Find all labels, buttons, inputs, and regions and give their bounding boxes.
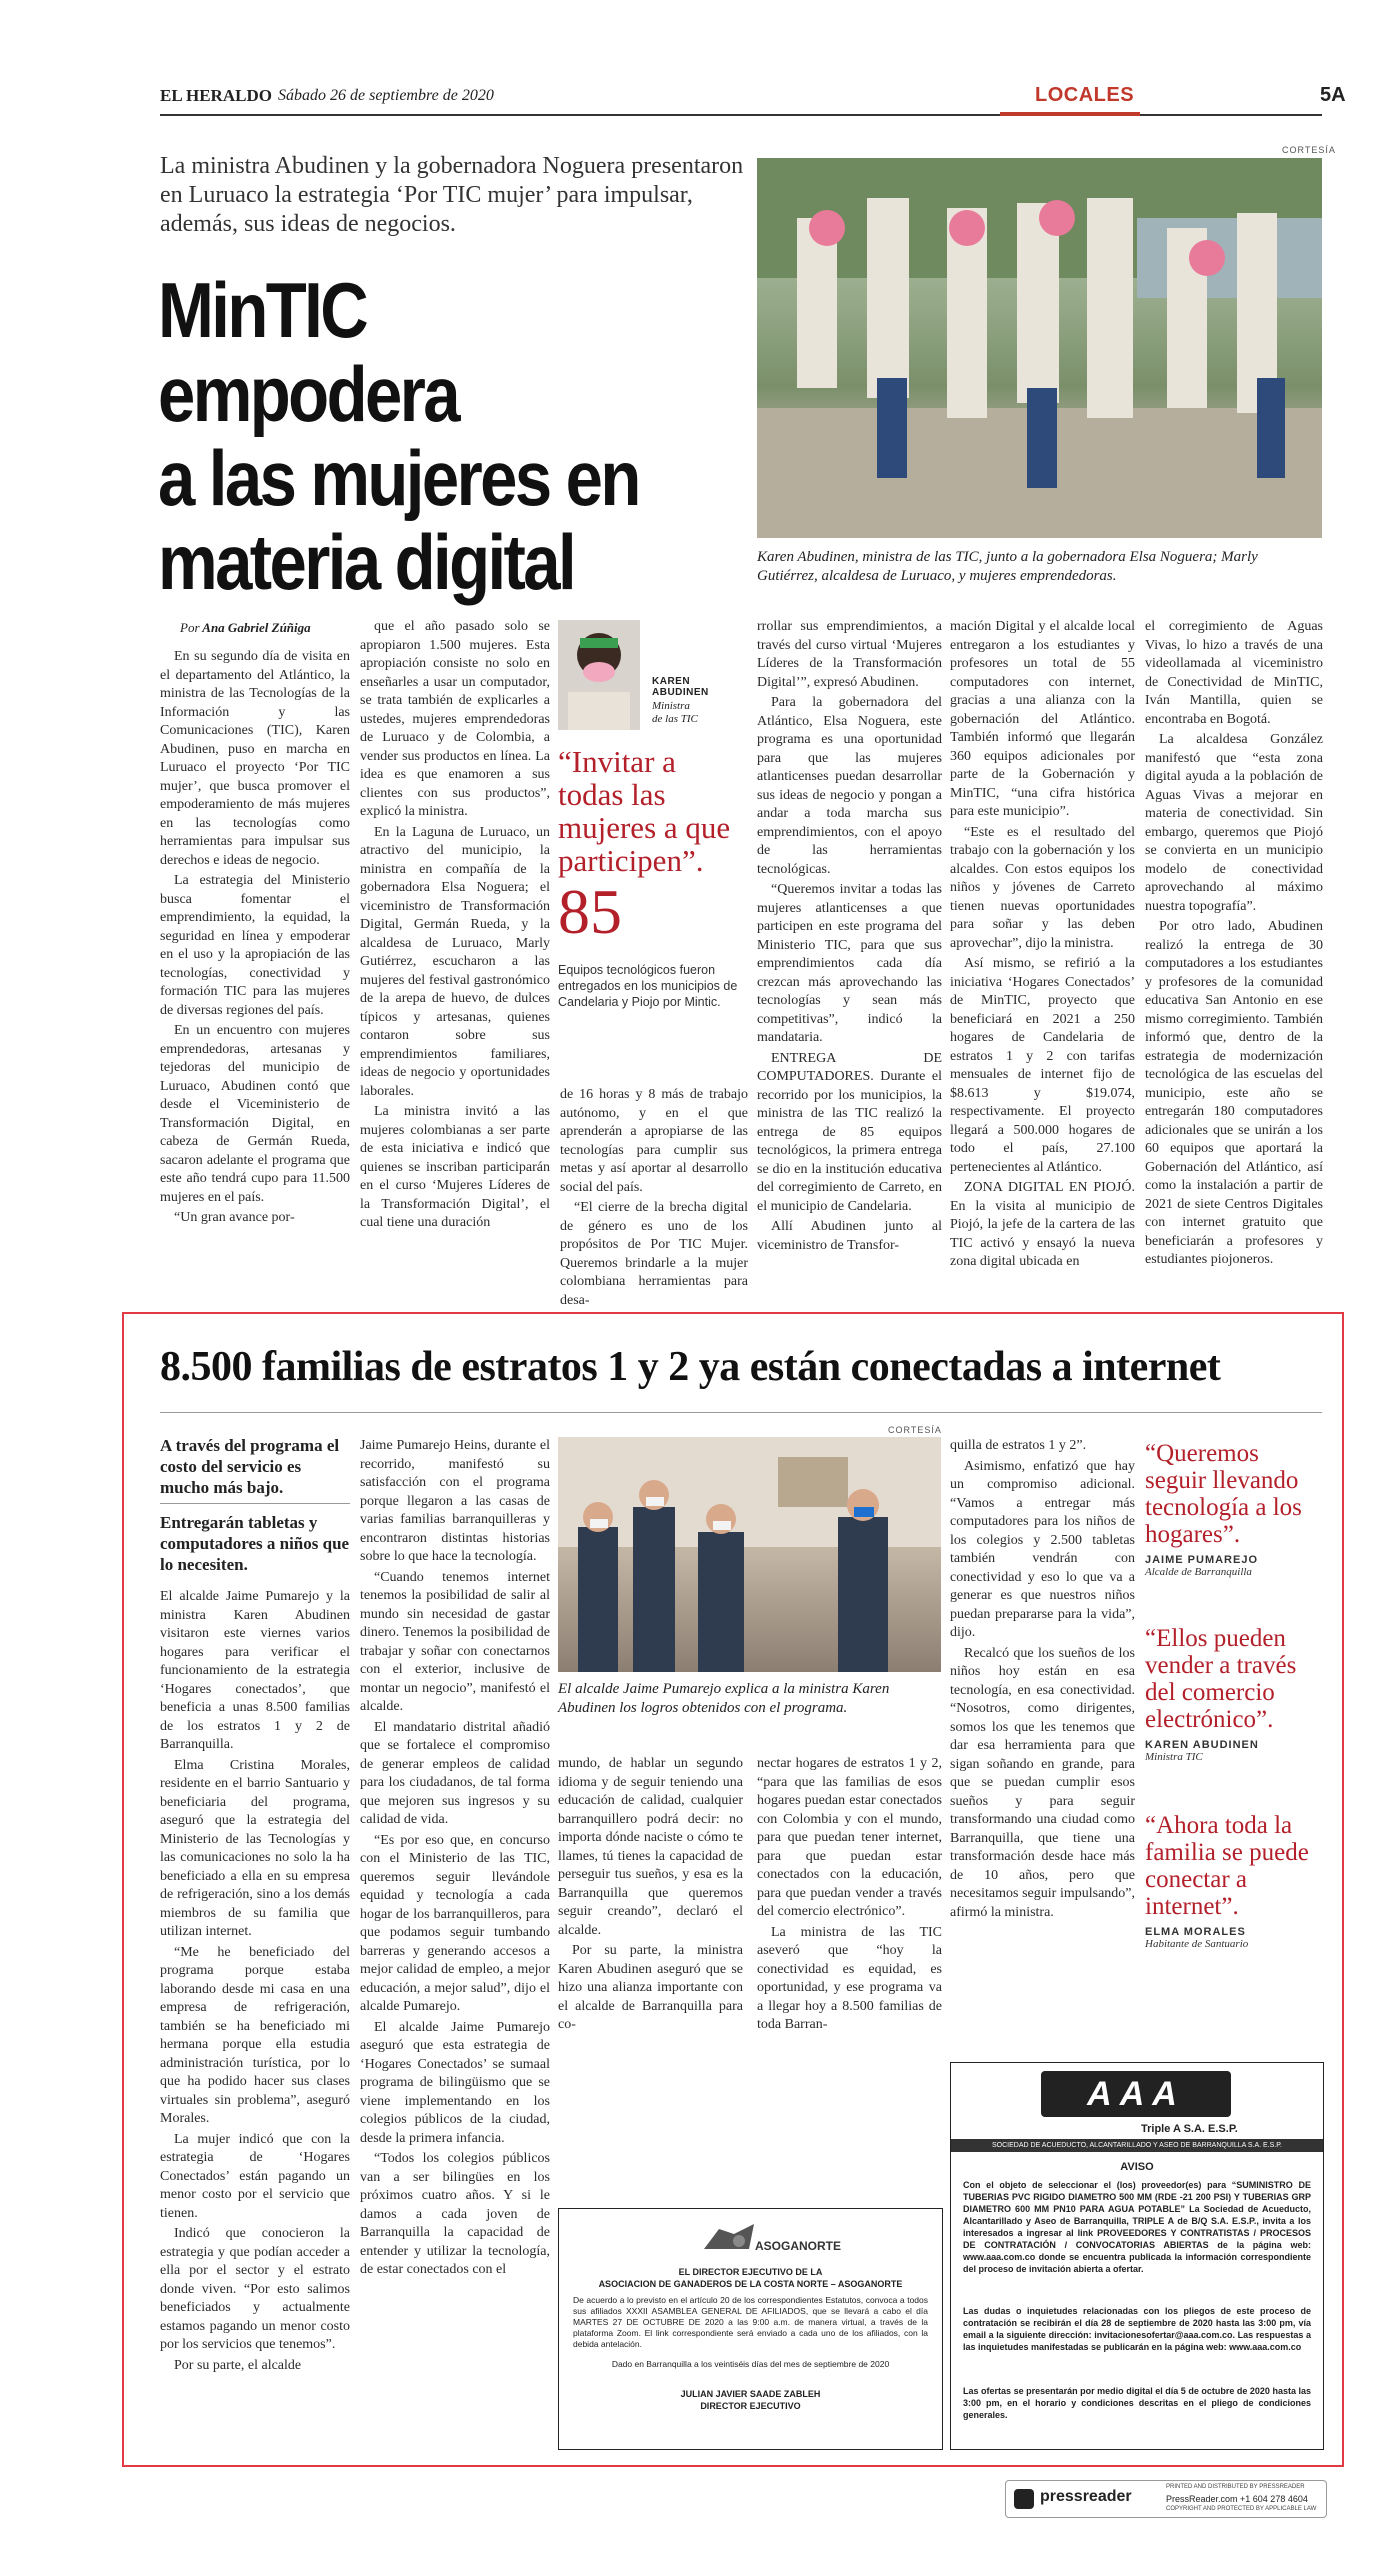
story1-photo-caption: Karen Abudinen, ministra de las TIC, junto a la gobernadora Elsa Noguera; Marly Gutiérrez, alcaldesa de Luruaco, y mujeres emprendedoras. bbox=[757, 549, 1258, 584]
paragraph: La ministra invitó a las mujeres colombianas a ser parte de esta iniciativa e indicó que quienes se inscriban participarán en el curso ‘Mujeres Líderes de la Transformación Digital’, el cual tiene una duración bbox=[360, 1104, 550, 1230]
ad-title-line: ASOCIACION DE GANADEROS DE LA COSTA NORTE – ASOGANORTE bbox=[598, 2279, 903, 2289]
story1-pullquote: “Invitar a todas las mujeres a que participen”. bbox=[558, 744, 731, 878]
paragraph: El mandatario distrital añadió que se fortalece el compromiso de generar empleos de calidad para los ciudadanos, de tal forma que mejoren sus ingresos y su calidad de vida. bbox=[360, 1719, 550, 1827]
paragraph: Así mismo, se refirió a la iniciativa ‘Hogares Conectados’ de MinTIC, proyecto que beneficiará en 2021 a 250 hogares de Candelaria de estratos 1 y 2 con tarifas mensuales de internet fijo de $8.613 y $19.074, respectivamente. El proyecto llegará a 500.000 hogares de todo el país, 27.100 pertenecientes al Atlántico. bbox=[950, 956, 1135, 1175]
triplea-paragraph: Las ofertas se presentarán por medio digital el día 5 de octubre de 2020 hasta las 3:00 pm, en el horario y condiciones descritas en el pliego de condiciones generales. bbox=[963, 2386, 1311, 2420]
quote-author: JAIME PUMAREJO bbox=[1145, 1554, 1259, 1566]
paragraph: “Todos los colegios públicos van a ser bilingües en los próximos cuatro años. Y si le damos a cada joven de Barranquilla la capacidad de entender y utilizar la tecnología, de estar conectados con el bbox=[360, 2151, 550, 2277]
mini-profile-role bbox=[652, 700, 698, 726]
deck-divider bbox=[160, 1503, 350, 1504]
story2-rule bbox=[160, 1412, 1322, 1413]
pressreader-logo-icon bbox=[1014, 2489, 1034, 2509]
section-label: LOCALES bbox=[1035, 84, 1135, 106]
mini-profile-name: KAREN ABUDINEN bbox=[652, 676, 709, 698]
story2-photo bbox=[558, 1437, 941, 1672]
stat-number: 85 bbox=[558, 876, 622, 947]
paragraph: el corregimiento de Aguas Vivas, lo hizo a través de una videollamada al viceministro de Conectividad de MinTIC, Iván Mantilla, quien se encontraba en Bogotá. bbox=[1145, 619, 1323, 727]
paragraph: “Este es el resultado del trabajo con la gobernación y los alcaldes. Con estos equipos los niños y jóvenes de Carreto tienen nuevas oportunidades para soñar y las deben aprovechar”, dijo la ministra. bbox=[950, 824, 1135, 951]
paragraph: mundo, de hablar un segundo idioma y de seguir teniendo una educación de calidad, cualquier barranquillero podrá decir: no importa dónde naciste o cómo te llames, tú tienes la capacidad de perseguir tus sueños, y esa es la Barranquilla que queremos seguir creando”, declaró el alcalde. bbox=[558, 1756, 743, 1938]
story2-column-1 bbox=[160, 1588, 350, 2377]
story1-deck: La ministra Abudinen y la gobernadora Noguera presentaron en Luruaco la estrategia ‘Por TIC mujer’ para impulsar, además, sus ideas de negocios. bbox=[160, 153, 744, 237]
byline bbox=[180, 620, 311, 636]
footer-line: COPYRIGHT AND PROTECTED BY APPLICABLE LAW bbox=[1166, 2506, 1317, 2512]
story2-deck-1: A través del programa el costo del servicio es mucho más bajo. bbox=[160, 1436, 340, 1497]
quote-author: ELMA MORALES bbox=[1145, 1926, 1246, 1938]
paragraph: En su segundo día de visita en el departamento del Atlántico, la ministra de las Tecnologías de la Información y las Comunicaciones (TIC), Karen Abudinen, puso en marcha en Luruaco el proyecto ‘Por TIC mujer’, que busca promover el empoderamiento de más mujeres en las tecnologías como herramientas para impulsar sus derechos e ideas de negocio. bbox=[160, 649, 350, 868]
quote-author: KAREN ABUDINEN bbox=[1145, 1739, 1259, 1751]
paragraph: El alcalde Jaime Pumarejo y la ministra Karen Abudinen visitaron este viernes varios hogares para verificar el funcionamiento de la estrategia ‘Hogares conectados’, que beneficia a unas 8.500 familias de los estratos 1 y 2 de Barranquilla. bbox=[160, 1589, 350, 1752]
quote-text: “Queremos seguir llevando tecnología a los hogares”. bbox=[1145, 1440, 1302, 1548]
story2-column-3 bbox=[558, 1755, 743, 2037]
headline-line: MinTIC empodera bbox=[158, 266, 458, 438]
paragraph: La estrategia del Ministerio busca fomentar el emprendimiento, la equidad, la seguridad en línea y empoderar en el uso y la apropiación de las tecnologías, conectividad y formación TIC para las mujeres de diversas regiones del país. bbox=[160, 873, 350, 1018]
paragraph: “El cierre de la brecha digital de género es uno de los propósitos de Por TIC Mujer. Queremos brindarle a la mujer colombiana herramientas para desa- bbox=[560, 1200, 748, 1308]
footer-line: PressReader.com +1 604 278 4604 bbox=[1166, 2494, 1308, 2504]
ad-body: De acuerdo a lo previsto en el artículo 20 de los correspondientes Estatutos, convoca a todos sus afiliados XXXII ASAMBLEA GENERAL DE AFILIADOS, que se llevará a cabo el día MARTES 27 DE OCTUBRE DE 2020 a las 9:00 a.m. de manera virtual, a través de la plataforma Zoom. El link correspondiente será enviado a cada uno de los afiliados, con la debida antelación. bbox=[573, 2295, 928, 2349]
pressreader-footer bbox=[1005, 2480, 1327, 2518]
paragraph: “Es por eso que, en concurso con el Ministerio de las TIC, queremos seguir llevándole equidad y tecnología a cada hogar de los barranquilleros, para que podamos seguir tumbando barreras y generando accesos a mejor calidad de empleo, a mejor educación, a mejor salud”, dijo el alcalde Pumarejo. bbox=[360, 1832, 550, 2014]
quote-author-role: Alcalde de Barranquilla bbox=[1145, 1566, 1252, 1578]
headline-line: a las mujeres en bbox=[158, 434, 639, 522]
cattle-map-icon bbox=[699, 2219, 759, 2259]
pressreader-brand: pressreader bbox=[1040, 2488, 1132, 2505]
paragraph: “Un gran avance por- bbox=[174, 1210, 295, 1225]
story1-column-6 bbox=[1145, 618, 1323, 1272]
quote-block-2 bbox=[1145, 1625, 1323, 1763]
ad-date-line: Dado en Barranquilla a los veintiséis días del mes de septiembre de 2020 bbox=[611, 2359, 890, 2369]
byline-prefix: Por bbox=[180, 620, 200, 635]
paragraph: Por su parte, la ministra Karen Abudinen aseguró que se hizo una alianza importante con el alcalde de Barranquilla para co- bbox=[558, 1943, 743, 2032]
story2-column-4 bbox=[757, 1755, 942, 2037]
triplea-logo-text: AAA bbox=[1087, 2075, 1185, 2113]
story2-photo-caption: El alcalde Jaime Pumarejo explica a la ministra Karen Abudinen los logros obtenidos con el programa. bbox=[558, 1681, 890, 1716]
paragraph: nectar hogares de estratos 1 y 2, “para que las familias de esos hogares puedan estar conectados con Colombia y con el mundo, para que puedan tener internet, para que puedan estar conectados con la educación, para que puedan vender a través del comercio electrónico”. bbox=[757, 1756, 942, 1919]
quote-text: “Ahora toda la familia se puede conectar a internet”. bbox=[1145, 1812, 1309, 1920]
stat-text: Equipos tecnológicos fueron entregados en los municipios de Candelaria y Piojo por Mintic. bbox=[558, 963, 738, 1009]
triplea-paragraph: Las dudas o inquietudes relacionadas con los pliegos de este proceso de contratación se recibirán el día 28 de septiembre de 2020 hasta las 3:00 pm, vía email a la siguiente dirección: invitacionesofertar@aaa.com.co. Las respuestas a las inquietudes manifestadas se publicarán en la página web: www.aaa.com.co bbox=[963, 2306, 1311, 2352]
quote-author-role: Habitante de Santuario bbox=[1145, 1938, 1249, 1950]
asoganorte-ad bbox=[558, 2208, 943, 2450]
paragraph: La mujer indicó que con la estrategia de ‘Hogares Conectados’ están pagando un menor costo por el servicio que tienen. bbox=[160, 2131, 350, 2221]
triplea-company-full: SOCIEDAD DE ACUEDUCTO, ALCANTARILLADO Y ASEO DE BARRANQUILLA S.A. E.S.P. bbox=[951, 2139, 1323, 2152]
paragraph: ZONA DIGITAL EN PIOJÓ. En la visita al municipio de Piojó, la jefe de la cartera de las TIC activó y ensayó la nueva zona digital ubicada en bbox=[950, 1180, 1135, 1269]
paragraph: La ministra de las TIC aseveró que “hoy la conectividad es equidad, es oportunidad, y ese programa va a llegar hoy a 8.500 familias de toda Barran- bbox=[757, 1924, 942, 2032]
story1-column-1 bbox=[160, 648, 350, 1230]
quote-block-3 bbox=[1145, 1812, 1323, 1950]
story1-column-3 bbox=[560, 1086, 748, 1312]
story2-column-5 bbox=[950, 1437, 1135, 1924]
paragraph: quilla de estratos 1 y 2”. bbox=[950, 1438, 1087, 1453]
ad-title-line: EL DIRECTOR EJECUTIVO DE LA bbox=[678, 2267, 823, 2277]
paragraph: “Me he beneficiado del programa porque estaba laborando desde mi casa en una empresa de refrigeración, también se ha beneficiado mi hermana porque ella estudia administración turística, por lo que ha podido hacer sus clases virtuales sin problema”, aseguró Morales. bbox=[160, 1944, 350, 2126]
paragraph: “Cuando tenemos internet tenemos la posibilidad de salir al mundo sin necesidad de gastar dinero. Tenemos la posibilidad de trabajar y soñar con conectarnos con el exterior, inclusive de montar un negocio”, manifestó el alcalde. bbox=[360, 1569, 550, 1714]
paragraph: Por su parte, el alcalde bbox=[174, 2357, 302, 2373]
paragraph: La alcaldesa González manifestó que “esta zona digital ayuda a la población de Aguas Vivas a mejorar en materia de conectividad. Sin embargo, queremos que Piojó se convierta en un municipio modelo de conectividad aprovechando al máximo nuestra topografía”. bbox=[1145, 732, 1323, 914]
paragraph: Jaime Pumarejo Heins, durante el recorrido, manifestó su satisfacción con el programa porque llegaron a las casas de varias familias barranquilleras y encontraron distintas historias sobre lo que hace la tecnología. bbox=[360, 1438, 550, 1564]
paragraph: Para la gobernadora del Atlántico, Elsa Noguera, este programa es una oportunidad para que las mujeres atlanticenses puedan desarrollar sus ideas de negocio y pongan a andar a toda marcha sus emprendimientos, con el apoyo de las herramientas tecnológicas. bbox=[757, 695, 942, 877]
triplea-logo bbox=[1041, 2071, 1231, 2117]
photo-credit: CORTESÍA bbox=[888, 1425, 942, 1435]
paragraph: En un encuentro con mujeres emprendedoras, artesanas y tejedoras del municipio de Luruaco, Abudinen contó que desde el Viceministerio de Transformación Digital, en cabeza de Germán Rueda, sacaron adelante el programa que este año tendrá cupo para 11.500 mujeres en el país. bbox=[160, 1023, 350, 1205]
page-number: 5A bbox=[1320, 84, 1346, 106]
paragraph: Allí Abudinen junto al viceministro de Transfor- bbox=[757, 1219, 942, 1253]
ad-signer-role: DIRECTOR EJECUTIVO bbox=[700, 2401, 801, 2411]
paragraph: Indicó que conocieron la estrategia y que podían acceder a ella por el sector y el estrato donde viven. “Por esto salimos beneficiados y actualmente estamos pagando un menor costo por los servicios que tenemos”. bbox=[160, 2226, 350, 2352]
headline-line: materia digital bbox=[158, 518, 575, 606]
paragraph: Elma Cristina Morales, residente en el barrio Santuario y beneficiaria del programa, aseguró que la estrategia del Ministerio de las Tecnologías y las comunicaciones no solo la ha beneficiado a ella en su empresa de refrigeración, sino a los demás miembros de su familia que utilizan internet. bbox=[160, 1757, 350, 1939]
group-photo-illustration bbox=[757, 158, 1322, 538]
story2-headline: 8.500 familias de estratos 1 y 2 ya están conectadas a internet bbox=[160, 1344, 1221, 1390]
triplea-company-short: Triple A S.A. E.S.P. bbox=[1141, 2123, 1238, 2135]
paragraph: de 16 horas y 8 más de trabajo autónomo, y en el que aprenderán a apropiarse de las tecnologías para cumplir sus metas y así aportar al desarrollo social del país. bbox=[560, 1087, 748, 1195]
header-rule bbox=[160, 114, 1322, 116]
role-line: Ministra bbox=[652, 700, 690, 712]
home-visit-illustration bbox=[558, 1437, 941, 1672]
quote-author-role: Ministra TIC bbox=[1145, 1751, 1203, 1763]
ad-signer: JULIAN JAVIER SAADE ZABLEH bbox=[680, 2389, 821, 2399]
minister-avatar bbox=[558, 620, 640, 730]
paragraph: “Queremos invitar a todas las mujeres atlanticenses a que participen en este programa del Ministerio TIC, para que sus emprendimientos cada día crezcan más aprovechando las tecnologías y sean más competitivas”, indicó la mandataria. bbox=[757, 882, 942, 1045]
paragraph: El alcalde Jaime Pumarejo aseguró que esta estrategia de ‘Hogares Conectados’ se sumaal programa de bilingüismo que se viene implementando en los colegios públicos de la ciudad, desde la primera infancia. bbox=[360, 2019, 550, 2146]
ad-logo-text: ASOGANORTE bbox=[755, 2239, 842, 2253]
paragraph: Por otro lado, Abudinen realizó la entrega de 30 computadores a los estudiantes y profesores de la comunidad educativa San Antonio en ese mismo corregimiento. También informó que, dentro de la estrategia de modernización tecnológica de las escuelas del municipio, este año se entregarán 180 computadores adicionales que se unirán a los 60 equipos que aportará la Gobernación del Atlántico, así como la instalación a partir de 2021 de siete Centros Digitales con internet gratuito que beneficiarán a profesores y estudiantes piojoneros. bbox=[1145, 919, 1323, 1267]
photo-credit: CORTESÍA bbox=[1282, 145, 1336, 155]
section-underline bbox=[1000, 112, 1140, 116]
page-header bbox=[160, 82, 1346, 112]
paragraph: mación Digital y el alcalde local entregaron a los estudiantes y profesores un total de 55 computadores con internet, gracias a una alianza con la gobernación del Atlántico. También informó que llegarán 360 equipos adicionales por parte de la Gobernación y MinTIC, “una cifra histórica para este municipio”. bbox=[950, 619, 1135, 819]
story2-deck-2: Entregarán tabletas y computadores a niños que lo necesiten. bbox=[160, 1513, 350, 1574]
issue-date: Sábado 26 de septiembre de 2020 bbox=[278, 87, 494, 104]
story1-column-2 bbox=[360, 618, 550, 1235]
newspaper-name: EL HERALDO bbox=[160, 86, 272, 105]
paragraph: rrollar sus emprendimientos, a través del curso virtual ‘Mujeres Líderes de la Transformación Digital’”, expresó Abudinen. bbox=[757, 619, 942, 690]
story1-column-4 bbox=[757, 618, 942, 1257]
paragraph: Recalcó que los sueños de los niños hoy están en esa tecnología, en esa conectividad. “Nosotros, como dirigentes, somos los que les tenemos que dar esa herramienta para que sigan soñando en grande, para que se puedan cumplir esos sueños y para seguir transformando una ciudad como Barranquilla, que tiene una transformación desde hace más de 10 años, pero que necesitamos seguir impulsando”, afirmó la ministra. bbox=[950, 1645, 1135, 1920]
paragraph: que el año pasado solo se apropiaron 1.500 mujeres. Esta apropiación consiste no solo en enseñarles a usar un computador, se trata también de explicarles a ustedes, mujeres emprendedoras de Luruaco y de Colombia, a vender sus productos en línea. La idea es que enamoren a sus clientes con sus productos”, explicó la ministra. bbox=[360, 619, 550, 819]
triplea-ad bbox=[950, 2062, 1324, 2450]
story1-column-5 bbox=[950, 618, 1135, 1274]
triplea-paragraph: Con el objeto de seleccionar el (los) proveedor(es) para “SUMINISTRO DE TUBERIAS PVC RIGIDO DIAMETRO 500 MM (RDE -21 200 PSI) Y TUBERIAS GRP DIAMETRO 600 MM PN10 PARA AGUA POTABLE” La Sociedad de Acueducto, Alcantarillado y Aseo de Barranquilla, TRIPLE A de B/Q S.A. E.S.P., invita a los interesados a ingresar al link PROVEEDORES Y CONTRATISTAS / PROCESOS DE CONTRATACIÓN / CONVOCATORIAS ABIERTAS de la página web: www.aaa.com.co donde se encuentra publicada la información correspondiente del proceso de invitación abierta a ofertar. bbox=[963, 2180, 1311, 2274]
byline-author: Ana Gabriel Zúñiga bbox=[202, 620, 311, 635]
quote-block-1 bbox=[1145, 1440, 1323, 1578]
story1-photo bbox=[757, 158, 1322, 538]
paragraph: En la Laguna de Luruaco, un atractivo del municipio, la ministra en compañía de la gobernadora Elsa Noguera; el viceministro de Transformación Digital, Germán Rueda, y la alcaldesa de Luruaco, Marly Gutiérrez, escucharon a las mujeres del festival gastronómico de la arepa de huevo, de dulces típicos y artesanas, quienes contaron sobre sus emprendimientos familiares, ideas de negocio y oportunidades laborales. bbox=[360, 824, 550, 1099]
role-line: de las TIC bbox=[652, 713, 698, 725]
quote-text: “Ellos pueden vender a través del comercio electrónico”. bbox=[1145, 1625, 1297, 1733]
story1-headline bbox=[158, 268, 674, 604]
paragraph: Asimismo, enfatizó que hay un compromiso adicional. “Vamos a entregar más computadores para los niños de los colegios y 2.500 tabletas también vendrán con conectividad y eso lo que va a generar es que nuestros niños puedan prepararse para la vida”, dijo. bbox=[950, 1458, 1135, 1640]
triplea-heading: AVISO bbox=[1120, 2161, 1154, 2173]
paragraph: ENTREGA DE COMPUTADORES. Durante el recorrido por los municipios, la ministra de las TIC realizó la entrega de 85 equipos tecnológicos, la primera entrega se dio en la institución educativa del corregimiento de Carreto, en el municipio de Candelaria. bbox=[757, 1050, 942, 1214]
story2-column-2 bbox=[360, 1437, 550, 2282]
footer-line: PRINTED AND DISTRIBUTED BY PRESSREADER bbox=[1166, 2484, 1305, 2490]
